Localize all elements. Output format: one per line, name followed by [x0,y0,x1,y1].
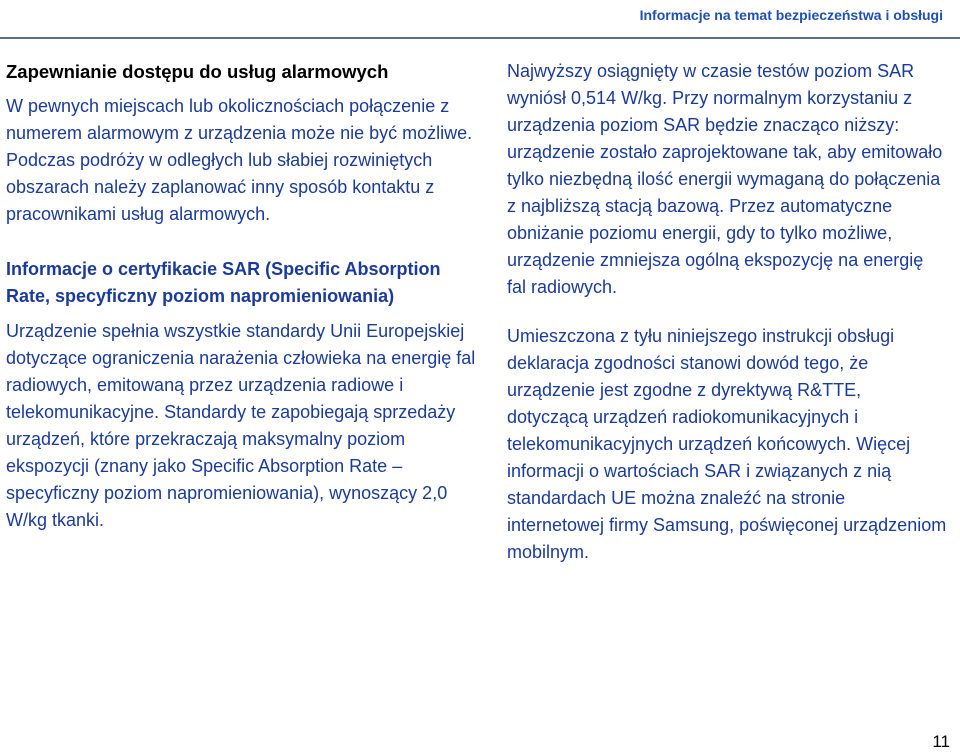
conformity-declaration-paragraph: Umieszczona z tyłu niniejszego instrukcji obsługi deklaracja zgodności stanowi dowód tego, że urządzenie jest zgodne z dyrektywą R&TTE, dotyczącą urządzeń radiokomunikacyjnych i telekomunikacyjnych urządzeń końcowych. Więcej informacji o wartościach SAR i związanych z nią standardach UE można znaleźć na stronie internetowej firmy Samsung, poświęconej urządzeniom mobilnym. [507,326,947,562]
sar-test-level-paragraph: Najwyższy osiągnięty w czasie testów poziom SAR wyniósł 0,514 W/kg. Przy normalnym korzystaniu z urządzenia poziom SAR będzie znacząco niższy: urządzenie zostało zaprojektowane tak, aby emitowało tylko niezbędną ilość energii wymaganą do połączenia z najbliższą stacją bazową. Przez automatyczne obniżanie poziomu energii, gdy to tylko możliwe, urządzenie zmniejsza ogólną ekspozycję na energię fal radiowych. [507,61,943,297]
emergency-access-heading: Zapewnianie dostępu do usług alarmowych [6,61,389,82]
spacer [507,301,947,323]
page-number: 11 [932,732,950,751]
spacer [6,85,478,93]
running-header: Informacje na temat bezpieczeństwa i obsługi [639,7,943,23]
left-column [6,58,478,534]
emergency-access-paragraph: W pewnych miejscach lub okolicznościach połączenie z numerem alarmowym z urządzenia może nie być możliwe. Podczas podróży w odległych lub słabiej rozwiniętych obszarach należy zaplanować inny sposób kontaktu z pracownikami usług alarmowych. [6,96,473,224]
spacer [6,228,478,256]
right-column [507,58,947,566]
sar-certificate-heading: Informacje o certyfikacie SAR (Specific Absorption Rate, specyficzny poziom napromieniowania) [6,259,441,306]
spacer [6,310,478,318]
header-divider [0,37,960,39]
sar-standards-paragraph: Urządzenie spełnia wszystkie standardy Unii Europejskiej dotyczące ograniczenia narażenia człowieka na energię fal radiowych, emitowaną przez urządzenia radiowe i telekomunikacyjne. Standardy te zapobiegają sprzedaży urządzeń, które przekraczają maksymalny poziom ekspozycji (znany jako Specific Absorption Rate – specyficzny poziom napromieniowania), wynoszący 2,0 W/kg tkanki. [6,321,476,530]
